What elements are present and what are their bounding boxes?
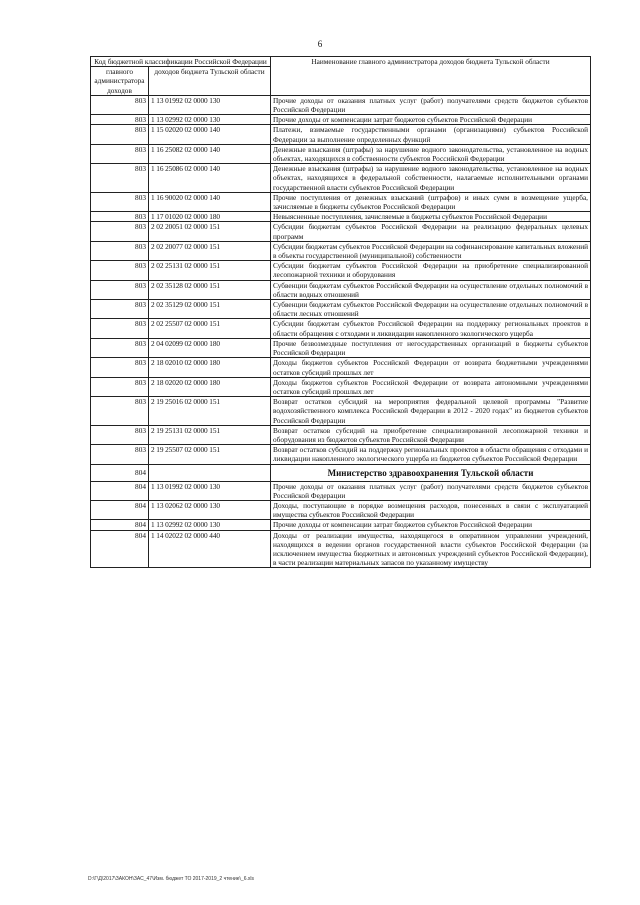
revenue-name-cell: Доходы бюджетов субъектов Российской Федерации от возврата автономными учреждениями остатков субсидий прошлых лет <box>271 377 591 396</box>
page-number: 6 <box>317 39 323 49</box>
table-row <box>91 530 591 568</box>
admin-code-cell: 803 <box>91 261 149 280</box>
admin-code-cell: 803 <box>91 241 149 260</box>
revenue-name-cell: Субсидии бюджетам субъектов Российской Федерации на софинансирование капитальных вложений в объекты государственной (муниципальной) собственности <box>271 241 591 260</box>
file-path-footer: D:\Г\Д\2017\ЗАКОН\ЗАС_47\Изм. бюджет ТО 2017-2019_2 чтение\_6.xls <box>88 876 254 882</box>
table-row <box>91 445 591 464</box>
revenue-code-cell: 1 13 01992 02 0000 130 <box>149 95 271 114</box>
revenue-administrators-table <box>90 56 591 568</box>
revenue-code-cell: 2 19 25507 02 0000 151 <box>149 445 271 464</box>
revenue-name-cell: Субсидии бюджетам субъектов Российской Федерации на приобретение специализированной лесопожарной техники и оборудования <box>271 261 591 280</box>
revenue-code-cell: 1 15 02020 02 0000 140 <box>149 125 271 144</box>
table-row <box>91 125 591 144</box>
revenue-code-cell: 2 02 20051 02 0000 151 <box>149 222 271 241</box>
table-row <box>91 212 591 222</box>
admin-code-cell: 803 <box>91 125 149 144</box>
revenue-name-cell: Субвенции бюджетам субъектов Российской Федерации на осуществление отдельных полномочий в области водных отношений <box>271 280 591 299</box>
header-name-column: Наименование главного администратора доходов бюджета Тульской области <box>271 57 591 96</box>
admin-code-cell: 803 <box>91 144 149 163</box>
admin-code-cell: 803 <box>91 397 149 426</box>
admin-code-cell: 803 <box>91 358 149 377</box>
revenue-code-cell: 1 13 01992 02 0000 130 <box>149 481 271 500</box>
revenue-name-cell: Возврат остатков субсидий на мероприятия федеральной целевой программы "Развитие водохозяйственного комплекса Российской Федерации в 2012 - 2020 годах" из бюджетов субъектов Российской Федерации <box>271 397 591 426</box>
revenue-code-cell: 2 04 02099 02 0000 180 <box>149 338 271 357</box>
revenue-code-cell: 2 19 25016 02 0000 151 <box>149 397 271 426</box>
revenue-name-cell: Доходы от реализации имущества, находящегося в оперативном управлении учреждений, находящихся в ведении органов государственной власти субъектов Российской Федерации (за исключением имущества бюджетных и автономных учреждений субъектов Российской Федерации), в части реализации материальных запасов по указанному имуществу <box>271 530 591 568</box>
admin-code-cell: 803 <box>91 192 149 211</box>
revenue-name-cell: Доходы бюджетов субъектов Российской Федерации от возврата бюджетными учреждениями остатков субсидий прошлых лет <box>271 358 591 377</box>
revenue-name-cell: Невыясненные поступления, зачисляемые в бюджеты субъектов Российской Федерации <box>271 212 591 222</box>
table-row <box>91 481 591 500</box>
admin-code-cell: 804 <box>91 500 149 519</box>
admin-code-cell: 804 <box>91 481 149 500</box>
table-row <box>91 164 591 193</box>
revenue-name-cell: Министерство здравоохранения Тульской области <box>271 464 591 481</box>
revenue-name-cell: Возврат остатков субсидий на приобретение специализированной лесопожарной техники и оборудования из бюджетов субъектов Российской Федерации <box>271 425 591 444</box>
table-row <box>91 115 591 125</box>
admin-code-cell: 804 <box>91 530 149 568</box>
header-code-group: Код бюджетной классификации Российской Федерации <box>91 57 271 67</box>
revenue-name-cell: Денежные взыскания (штрафы) за нарушение водного законодательства, установленное на водных объектах, находящихся в федеральной собственности, налагаемые исполнительными органами государственной власти субъектов Российской Федерации <box>271 164 591 193</box>
admin-code-cell: 803 <box>91 377 149 396</box>
table-row <box>91 397 591 426</box>
table-row <box>91 300 591 319</box>
table-row <box>91 144 591 163</box>
revenue-code-cell: 1 13 02062 02 0000 130 <box>149 500 271 519</box>
revenue-code-cell: 2 02 20077 02 0000 151 <box>149 241 271 260</box>
revenue-name-cell: Денежные взыскания (штрафы) за нарушение водного законодательства, установленное на водных объектах, находящихся в собственности субъектов Российской Федерации <box>271 144 591 163</box>
admin-code-cell: 803 <box>91 445 149 464</box>
revenue-code-cell: 2 18 02020 02 0000 180 <box>149 377 271 396</box>
revenue-name-cell: Прочие доходы от оказания платных услуг (работ) получателями средств бюджетов субъектов Российской Федерации <box>271 95 591 114</box>
revenue-name-cell: Субсидии бюджетам субъектов Российской Федерации на поддержку региональных проектов в области обращения с отходами и ликвидации накопленного экологического ущерба <box>271 319 591 338</box>
revenue-name-cell: Прочие безвозмездные поступления от негосударственных организаций в бюджеты субъектов Российской Федерации <box>271 338 591 357</box>
revenue-code-cell: 2 02 25131 02 0000 151 <box>149 261 271 280</box>
revenue-code-cell: 1 13 02992 02 0000 130 <box>149 115 271 125</box>
section-header-row <box>91 464 591 481</box>
revenue-name-cell: Доходы, поступающие в порядке возмещения расходов, понесенных в связи с эксплуатацией имущества субъектов Российской Федерации <box>271 500 591 519</box>
revenue-name-cell: Прочие поступления от денежных взысканий (штрафов) и иных сумм в возмещение ущерба, зачисляемые в бюджеты субъектов Российской Федерации <box>271 192 591 211</box>
revenue-code-cell: 2 18 02010 02 0000 180 <box>149 358 271 377</box>
revenue-code-cell: 2 02 35129 02 0000 151 <box>149 300 271 319</box>
table-row <box>91 222 591 241</box>
revenue-code-cell: 2 19 25131 02 0000 151 <box>149 425 271 444</box>
admin-code-cell: 803 <box>91 115 149 125</box>
table-row <box>91 280 591 299</box>
revenue-name-cell: Платежи, взимаемые государственными органами (организациями) субъектов Российской Федерации за выполнение определенных функций <box>271 125 591 144</box>
revenue-code-cell: 1 16 25086 02 0000 140 <box>149 164 271 193</box>
revenue-code-cell <box>149 464 271 481</box>
table-row <box>91 358 591 377</box>
table-row <box>91 425 591 444</box>
table-row <box>91 261 591 280</box>
table-row <box>91 520 591 530</box>
admin-code-cell: 803 <box>91 300 149 319</box>
revenue-code-cell: 1 16 90020 02 0000 140 <box>149 192 271 211</box>
table-row <box>91 241 591 260</box>
header-revenue-column: доходов бюджета Тульской области <box>149 67 271 96</box>
revenue-name-cell: Прочие доходы от компенсации затрат бюджетов субъектов Российской Федерации <box>271 520 591 530</box>
revenue-name-cell: Субвенции бюджетам субъектов Российской Федерации на осуществление отдельных полномочий в области лесных отношений <box>271 300 591 319</box>
revenue-code-cell: 1 13 02992 02 0000 130 <box>149 520 271 530</box>
admin-code-cell: 804 <box>91 520 149 530</box>
admin-code-cell: 804 <box>91 464 149 481</box>
admin-code-cell: 803 <box>91 95 149 114</box>
table-row <box>91 192 591 211</box>
table-body <box>91 95 591 568</box>
revenue-code-cell: 1 17 01020 02 0000 180 <box>149 212 271 222</box>
admin-code-cell: 803 <box>91 425 149 444</box>
revenue-code-cell: 2 02 25507 02 0000 151 <box>149 319 271 338</box>
revenue-name-cell: Прочие доходы от компенсации затрат бюджетов субъектов Российской Федерации <box>271 115 591 125</box>
table-row <box>91 95 591 114</box>
admin-code-cell: 803 <box>91 280 149 299</box>
table-header-row <box>91 57 591 67</box>
admin-code-cell: 803 <box>91 338 149 357</box>
header-admin-column: главного администратора доходов <box>91 67 149 96</box>
table-row <box>91 377 591 396</box>
admin-code-cell: 803 <box>91 222 149 241</box>
revenue-name-cell: Прочие доходы от оказания платных услуг (работ) получателями средств бюджетов субъектов Российской Федерации <box>271 481 591 500</box>
revenue-code-cell: 2 02 35128 02 0000 151 <box>149 280 271 299</box>
admin-code-cell: 803 <box>91 319 149 338</box>
revenue-name-cell: Субсидии бюджетам субъектов Российской Федерации на реализацию федеральных целевых программ <box>271 222 591 241</box>
table-row <box>91 319 591 338</box>
admin-code-cell: 803 <box>91 164 149 193</box>
revenue-code-cell: 1 14 02022 02 0000 440 <box>149 530 271 568</box>
table-row <box>91 338 591 357</box>
revenue-name-cell: Возврат остатков субсидий на поддержку региональных проектов в области обращения с отходами и ликвидации накопленного экологического ущерба из бюджетов субъектов Российской Федерации <box>271 445 591 464</box>
table-row <box>91 500 591 519</box>
revenue-code-cell: 1 16 25082 02 0000 140 <box>149 144 271 163</box>
admin-code-cell: 803 <box>91 212 149 222</box>
